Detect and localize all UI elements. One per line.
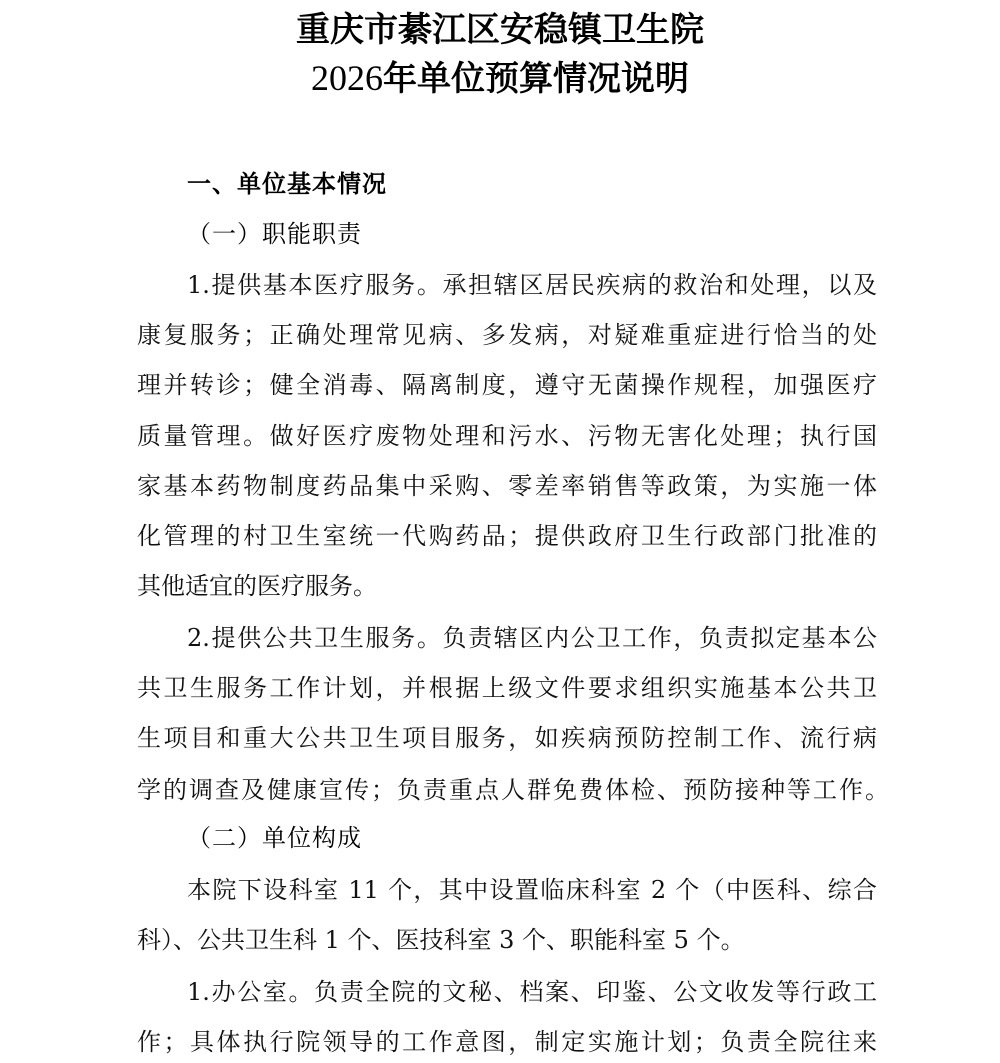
duty1-line: 质量管理。做好医疗废物处理和污水、污物无害化处理；执行国 xyxy=(137,422,877,450)
title-year: 2026 xyxy=(311,58,383,98)
subsection1-heading: （一）职能职责 xyxy=(187,220,362,248)
duty2-line: 2.提供公共卫生服务。负责辖区内公卫工作，负责拟定基本公 xyxy=(187,624,877,652)
duty1-line: 康复服务；正确处理常见病、多发病，对疑难重症进行恰当的处 xyxy=(137,321,877,349)
duty1-line: 理并转诊；健全消毒、隔离制度，遵守无菌操作规程，加强医疗 xyxy=(137,371,877,399)
duty1-line: 其他适宜的医疗服务。 xyxy=(137,572,377,600)
duty2-line: 共卫生服务工作计划，并根据上级文件要求组织实施基本公共卫 xyxy=(137,674,877,702)
office-line: 1.办公室。负责全院的文秘、档案、印鉴、公文收发等行政工 xyxy=(187,978,877,1006)
subsection2-heading: （二）单位构成 xyxy=(187,824,362,852)
composition-line: 本院下设科室 11 个，其中设置临床科室 2 个（中医科、综合 xyxy=(187,876,877,904)
section1-heading: 一、单位基本情况 xyxy=(187,170,387,198)
office-line: 作；具体执行院领导的工作意图，制定实施计划；负责全院往来 xyxy=(137,1028,877,1056)
document-title-line2 xyxy=(0,58,1000,99)
composition-line: 科）、公共卫生科 1 个、医技科室 3 个、职能科室 5 个。 xyxy=(137,926,745,954)
duty1-line: 1.提供基本医疗服务。承担辖区居民疾病的救治和处理，以及 xyxy=(187,271,877,299)
duty2-line: 生项目和重大公共卫生项目服务，如疾病预防控制工作、流行病 xyxy=(137,724,877,752)
duty1-line: 家基本药物制度药品集中采购、零差率销售等政策，为实施一体 xyxy=(137,472,877,500)
document-title-line1: 重庆市綦江区安稳镇卫生院 xyxy=(296,10,704,50)
title-rest: 年单位预算情况说明 xyxy=(383,59,689,99)
duty2-line: 学的调查及健康宣传；负责重点人群免费体检、预防接种等工作。 xyxy=(137,776,889,804)
duty1-line: 化管理的村卫生室统一代购药品；提供政府卫生行政部门批准的 xyxy=(137,522,877,550)
